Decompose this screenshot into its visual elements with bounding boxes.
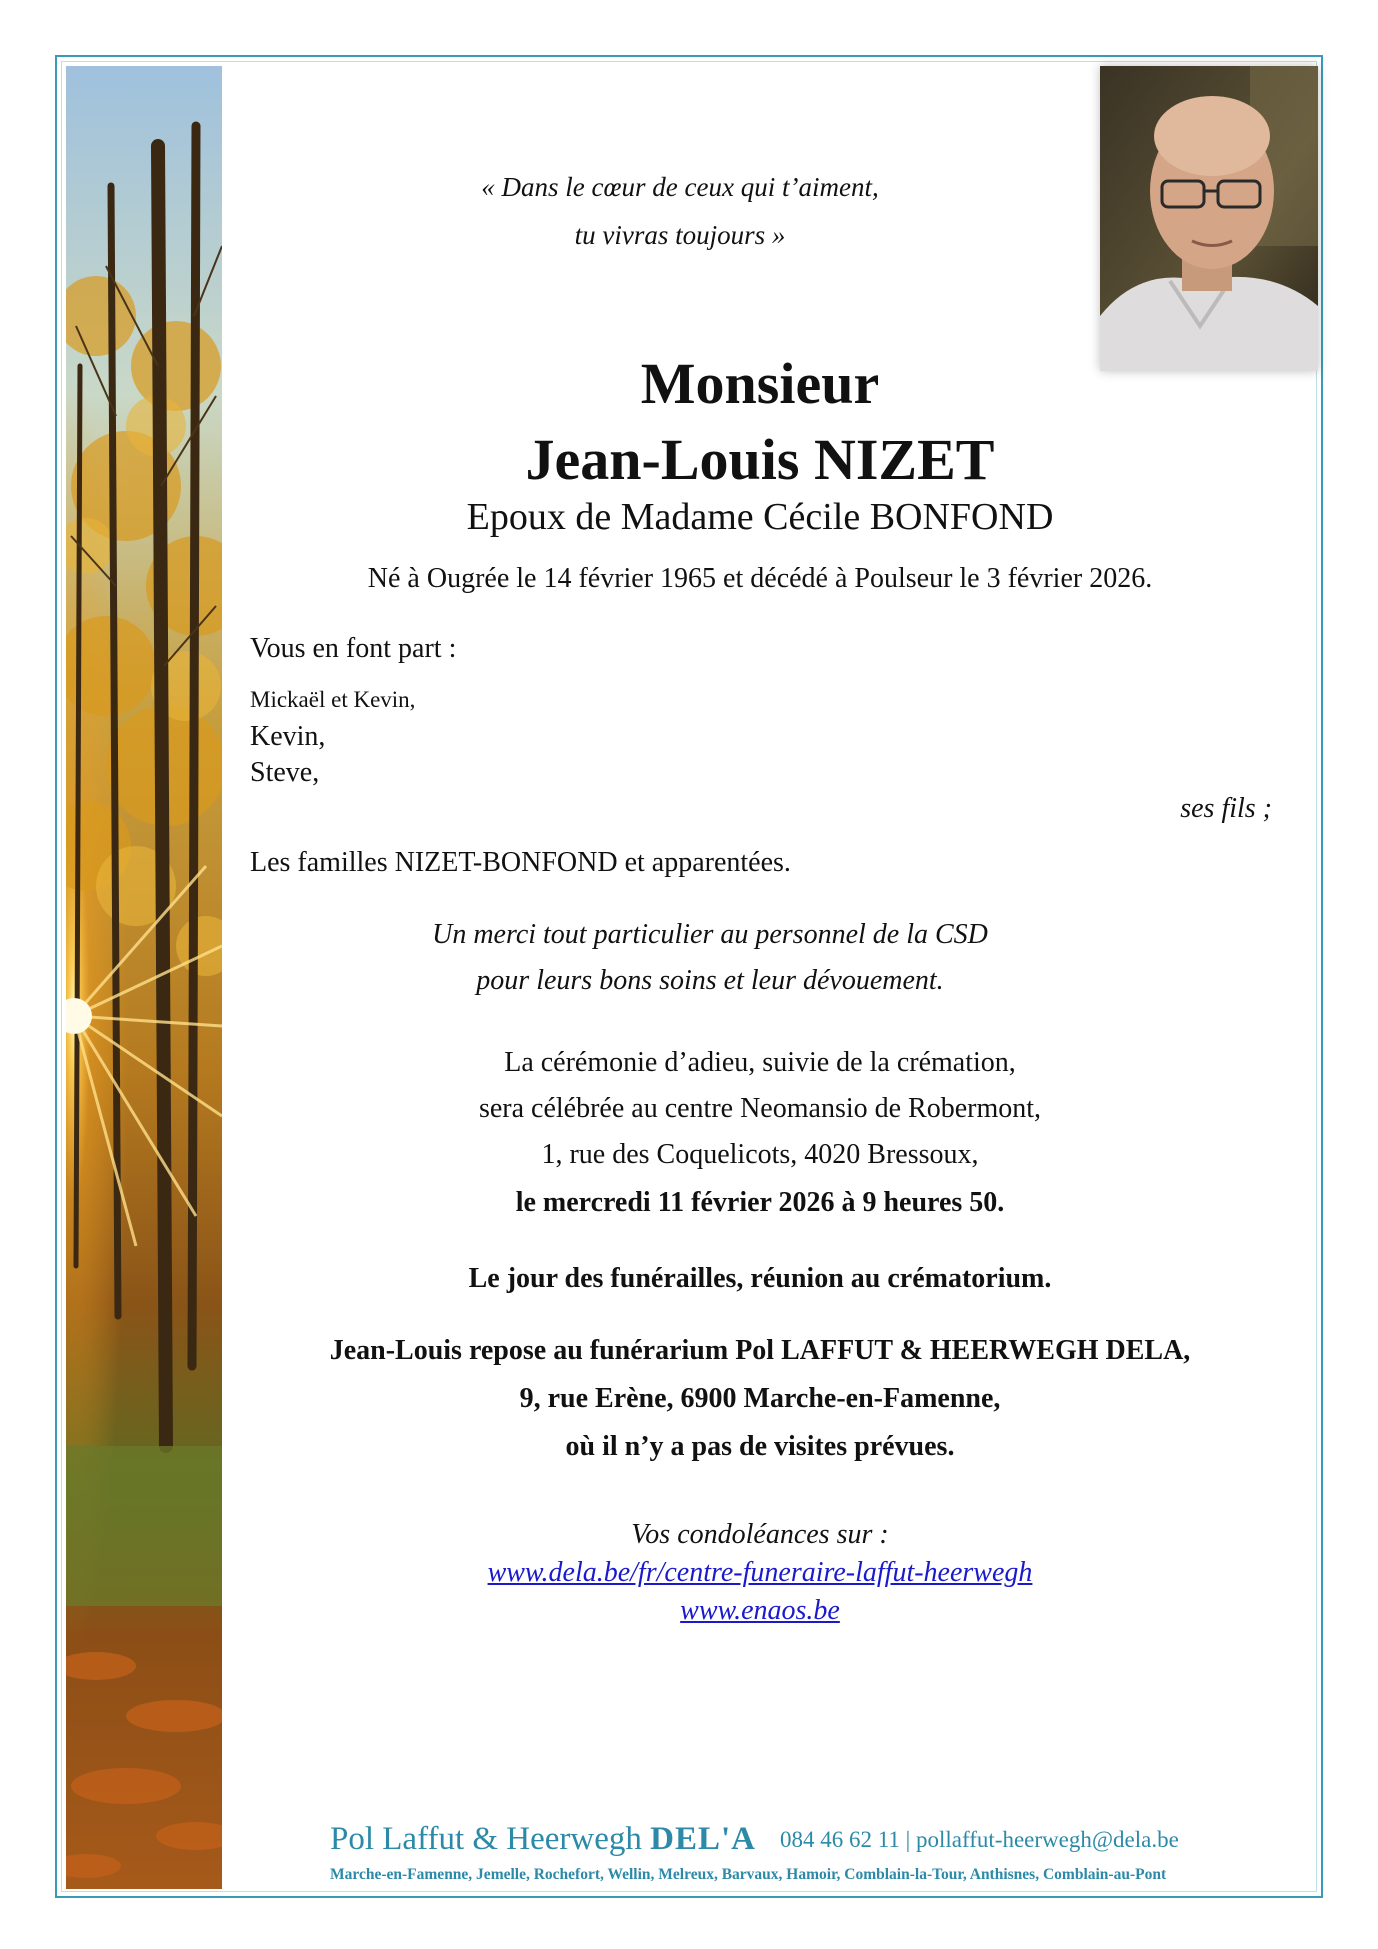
birth-death-line: Né à Ougrée le 14 février 1965 et décédé à Poulseur le 3 février 2026.: [367, 563, 1153, 594]
footer-towns: Marche-en-Famenne, Jemelle, Rochefort, Wellin, Melreux, Barvaux, Hamoir, Comblain-la-Tour, Anthisnes, Comblain-au-Pont: [330, 1866, 1167, 1883]
family-member: Kevin,: [250, 721, 326, 752]
quote-line-1: « Dans le cœur de ceux qui t’aiment,: [481, 172, 879, 202]
rest-line-1: Jean-Louis repose au funérarium Pol LAFFUT & HEERWEGH DELA,: [329, 1335, 1191, 1366]
ceremony-datetime: le mercredi 11 février 2026 à 9 heures 50.: [515, 1187, 1005, 1218]
deceased-name: Jean-Louis NIZET: [525, 427, 995, 492]
condolences-label: Vos condoléances sur :: [631, 1519, 889, 1550]
family-member: Mickaël et Kevin,: [250, 687, 416, 712]
footer-contact: 084 46 62 11 | pollaffut-heerwegh@dela.be: [780, 1827, 1179, 1852]
funeral-home-logo: [330, 1820, 756, 1858]
families-line: Les familles NIZET-BONFOND et apparentées.: [250, 847, 791, 878]
rest-line-3: où il n’y a pas de visites prévues.: [565, 1431, 955, 1462]
autumn-forest-image: [66, 66, 222, 1889]
announcement-intro: Vous en font part :: [250, 633, 457, 664]
spouse-line: Epoux de Madame Cécile BONFOND: [466, 496, 1054, 538]
ceremony-line-1: La cérémonie d’adieu, suivie de la crémation,: [504, 1047, 1016, 1078]
portrait-photo: [1100, 66, 1318, 371]
thanks-line-2: pour leurs bons soins et leur dévouement.: [476, 965, 944, 996]
ceremony-line-2: sera célébrée au centre Neomansio de Robermont,: [478, 1093, 1042, 1124]
quote-line-2: tu vivras toujours »: [574, 220, 786, 250]
brand-dela: DEL'A: [650, 1821, 756, 1857]
family-member: Steve,: [250, 757, 320, 788]
condolences-link-dela[interactable]: www.dela.be/fr/centre-funeraire-laffut-heerwegh: [487, 1557, 1033, 1588]
relation-label: ses fils ;: [1180, 793, 1272, 824]
thanks-line-1: Un merci tout particulier au personnel de la CSD: [432, 919, 988, 950]
brand-name: Pol Laffut & Heerwegh: [330, 1821, 651, 1857]
reunion-line: Le jour des funérailles, réunion au crématorium.: [468, 1263, 1052, 1294]
rest-line-2: 9, rue Erène, 6900 Marche-en-Famenne,: [519, 1383, 1001, 1414]
ceremony-address: 1, rue des Coquelicots, 4020 Bressoux,: [541, 1139, 979, 1170]
deceased-title: Monsieur: [640, 351, 880, 416]
condolences-link-enaos[interactable]: www.enaos.be: [680, 1595, 840, 1626]
